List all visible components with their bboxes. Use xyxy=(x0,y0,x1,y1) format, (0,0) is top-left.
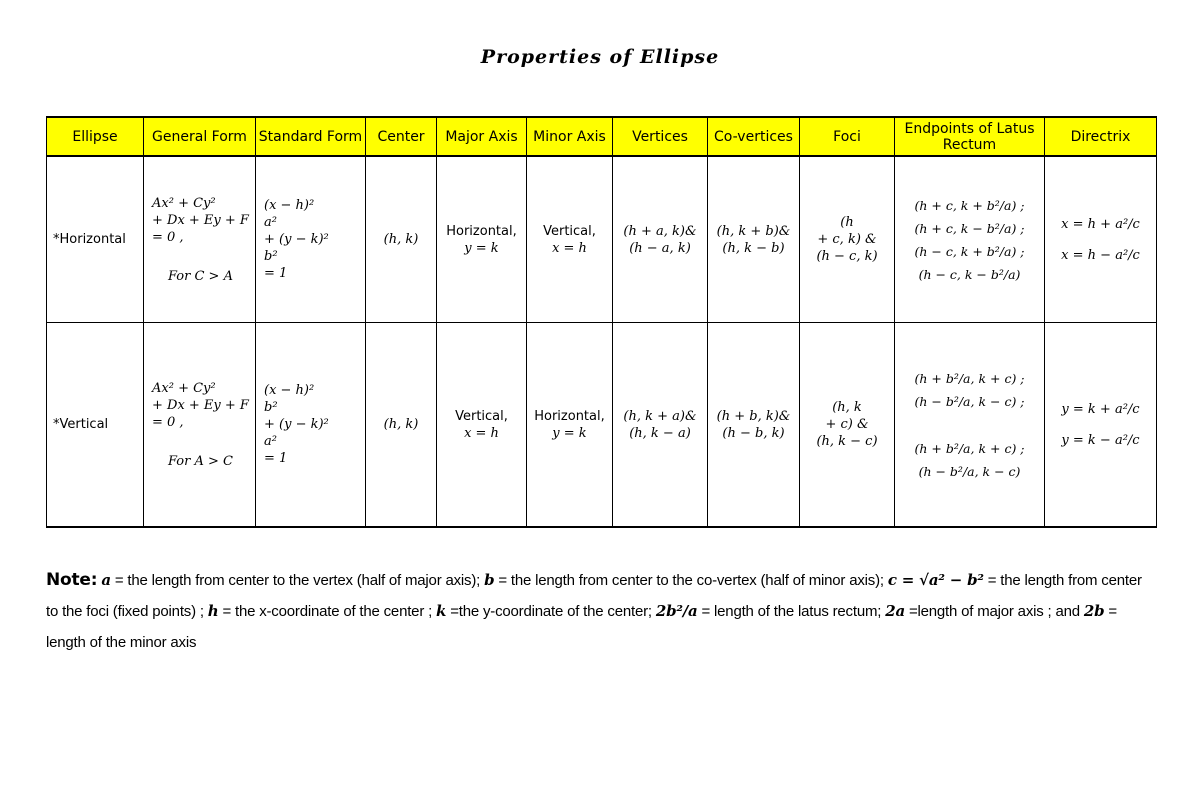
directrix-cell xyxy=(1045,323,1157,528)
foci-line: (h − c, k) xyxy=(816,249,878,264)
major-axis-line: x = h xyxy=(464,425,499,441)
general-line: = 0 , xyxy=(152,229,184,245)
covertices-line: (h, k − b) xyxy=(722,240,785,256)
standard-form-cell xyxy=(256,323,366,528)
general-line: + Dx + Ey + F xyxy=(152,212,249,228)
page-title: Properties of Ellipse xyxy=(480,46,720,68)
header-minor-axis: Minor Axis xyxy=(527,117,613,156)
major-axis-line: Horizontal, xyxy=(446,223,517,239)
note-h-symbol: h xyxy=(207,602,219,620)
table-row-horizontal xyxy=(47,156,1157,323)
standard-line: a² xyxy=(264,215,277,230)
note-paragraph xyxy=(46,565,1156,658)
latus-line: (h − b²/a, k − c) xyxy=(918,463,1021,479)
vertices-line: (h + a, k)& xyxy=(623,223,697,239)
foci-line: + c) & xyxy=(825,417,869,432)
directrix-line: x = h + a²/c xyxy=(1061,216,1140,232)
note-2b-symbol: 2b xyxy=(1083,602,1105,620)
general-line: Ax² + Cy² xyxy=(152,380,216,396)
foci-line: (h, k xyxy=(832,400,862,415)
note-2b-text: = length of the minor axis xyxy=(46,603,1117,651)
major-axis-line: Vertical, xyxy=(455,408,508,424)
minor-axis-line: x = h xyxy=(552,240,587,256)
header-vertices: Vertices xyxy=(613,117,708,156)
standard-line: = 1 xyxy=(264,451,288,466)
directrix-line: y = k + a²/c xyxy=(1061,401,1140,417)
foci-cell xyxy=(800,156,895,323)
center-cell: (h, k) xyxy=(366,156,437,323)
general-line: + Dx + Ey + F xyxy=(152,397,249,413)
header-general-form: General Form xyxy=(144,117,256,156)
standard-line: a² xyxy=(264,434,277,449)
note-label: Note: xyxy=(46,570,98,590)
major-axis-cell xyxy=(437,323,527,528)
header-ellipse: Ellipse xyxy=(47,117,144,156)
header-latus-rectum: Endpoints of Latus Rectum xyxy=(895,117,1045,156)
note-b-text: = the length from center to the co-vertex (half of minor axis); xyxy=(498,572,884,589)
minor-axis-line: y = k xyxy=(552,425,587,441)
major-axis-line: y = k xyxy=(464,240,499,256)
latus-rectum-cell xyxy=(895,323,1045,528)
header-foci: Foci xyxy=(800,117,895,156)
directrix-cell xyxy=(1045,156,1157,323)
major-axis-cell xyxy=(437,156,527,323)
center-cell: (h, k) xyxy=(366,323,437,528)
vertices-line: (h, k + a)& xyxy=(623,408,697,424)
note-c-symbol: c = √a² − b² xyxy=(887,571,984,589)
header-directrix: Directrix xyxy=(1045,117,1157,156)
foci-line: (h xyxy=(840,215,854,230)
header-major-axis: Major Axis xyxy=(437,117,527,156)
properties-table xyxy=(46,116,1157,528)
header-covertices: Co-vertices xyxy=(708,117,800,156)
note-b-symbol: b xyxy=(484,571,495,589)
general-form-cell xyxy=(144,156,256,323)
general-line: = 0 , xyxy=(152,414,184,430)
vertices-line: (h − a, k) xyxy=(629,240,691,256)
latus-line: (h − b²/a, k − c) ; xyxy=(914,393,1025,409)
note-latus-symbol: 2b²/a xyxy=(655,602,698,620)
standard-line: + (y − k)² xyxy=(264,232,329,247)
standard-line: + (y − k)² xyxy=(264,417,329,432)
covertices-line: (h + b, k)& xyxy=(716,408,791,424)
note-h-text: = the x-coordinate of the center ; xyxy=(222,603,433,620)
standard-line: (x − h)² xyxy=(264,198,315,213)
standard-line: = 1 xyxy=(264,266,288,281)
note-c-text: = the length from center to the foci (fixed points) ; xyxy=(46,572,1142,620)
latus-rectum-cell xyxy=(895,156,1045,323)
directrix-line: y = k − a²/c xyxy=(1061,432,1140,448)
note-k-symbol: k xyxy=(436,602,447,620)
row-label: *Horizontal xyxy=(47,156,144,323)
header-center: Center xyxy=(366,117,437,156)
general-form-cell xyxy=(144,323,256,528)
row-label: *Vertical xyxy=(47,323,144,528)
foci-line: (h, k − c) xyxy=(816,434,878,449)
latus-line: (h − c, k − b²/a) xyxy=(918,266,1021,282)
covertices-cell xyxy=(708,323,800,528)
vertices-cell xyxy=(613,156,708,323)
latus-line: (h + b²/a, k + c) ; xyxy=(914,370,1025,386)
general-condition: For A > C xyxy=(168,453,233,469)
note-latus-text: = length of the latus rectum; xyxy=(701,603,882,620)
vertices-line: (h, k − a) xyxy=(629,425,691,441)
latus-line: (h + b²/a, k + c) ; xyxy=(914,440,1025,456)
minor-axis-cell xyxy=(527,156,613,323)
foci-cell xyxy=(800,323,895,528)
directrix-line: x = h − a²/c xyxy=(1061,247,1140,263)
table-row-vertical xyxy=(47,323,1157,528)
covertices-cell xyxy=(708,156,800,323)
covertices-line: (h, k + b)& xyxy=(716,223,791,239)
minor-axis-line: Horizontal, xyxy=(534,408,605,424)
standard-line: b² xyxy=(264,249,278,264)
minor-axis-line: Vertical, xyxy=(543,223,596,239)
minor-axis-cell xyxy=(527,323,613,528)
foci-line: + c, k) & xyxy=(817,232,877,247)
vertices-cell xyxy=(613,323,708,528)
note-a-symbol: a xyxy=(101,571,111,589)
header-row xyxy=(47,117,1157,156)
note-k-text: =the y-coordinate of the center; xyxy=(450,603,652,620)
latus-line: (h + c, k − b²/a) ; xyxy=(914,220,1025,236)
general-line: Ax² + Cy² xyxy=(152,195,216,211)
note-2a-text: =length of major axis ; and xyxy=(908,603,1080,620)
header-standard-form: Standard Form xyxy=(256,117,366,156)
standard-line: (x − h)² xyxy=(264,383,315,398)
general-condition: For C > A xyxy=(168,268,233,284)
latus-line: (h − c, k + b²/a) ; xyxy=(914,243,1025,259)
standard-line: b² xyxy=(264,400,278,415)
latus-line: (h + c, k + b²/a) ; xyxy=(914,197,1025,213)
note-a-text: = the length from center to the vertex (half of major axis); xyxy=(114,572,481,589)
note-2a-symbol: 2a xyxy=(885,602,905,620)
standard-form-cell xyxy=(256,156,366,323)
covertices-line: (h − b, k) xyxy=(722,425,785,441)
